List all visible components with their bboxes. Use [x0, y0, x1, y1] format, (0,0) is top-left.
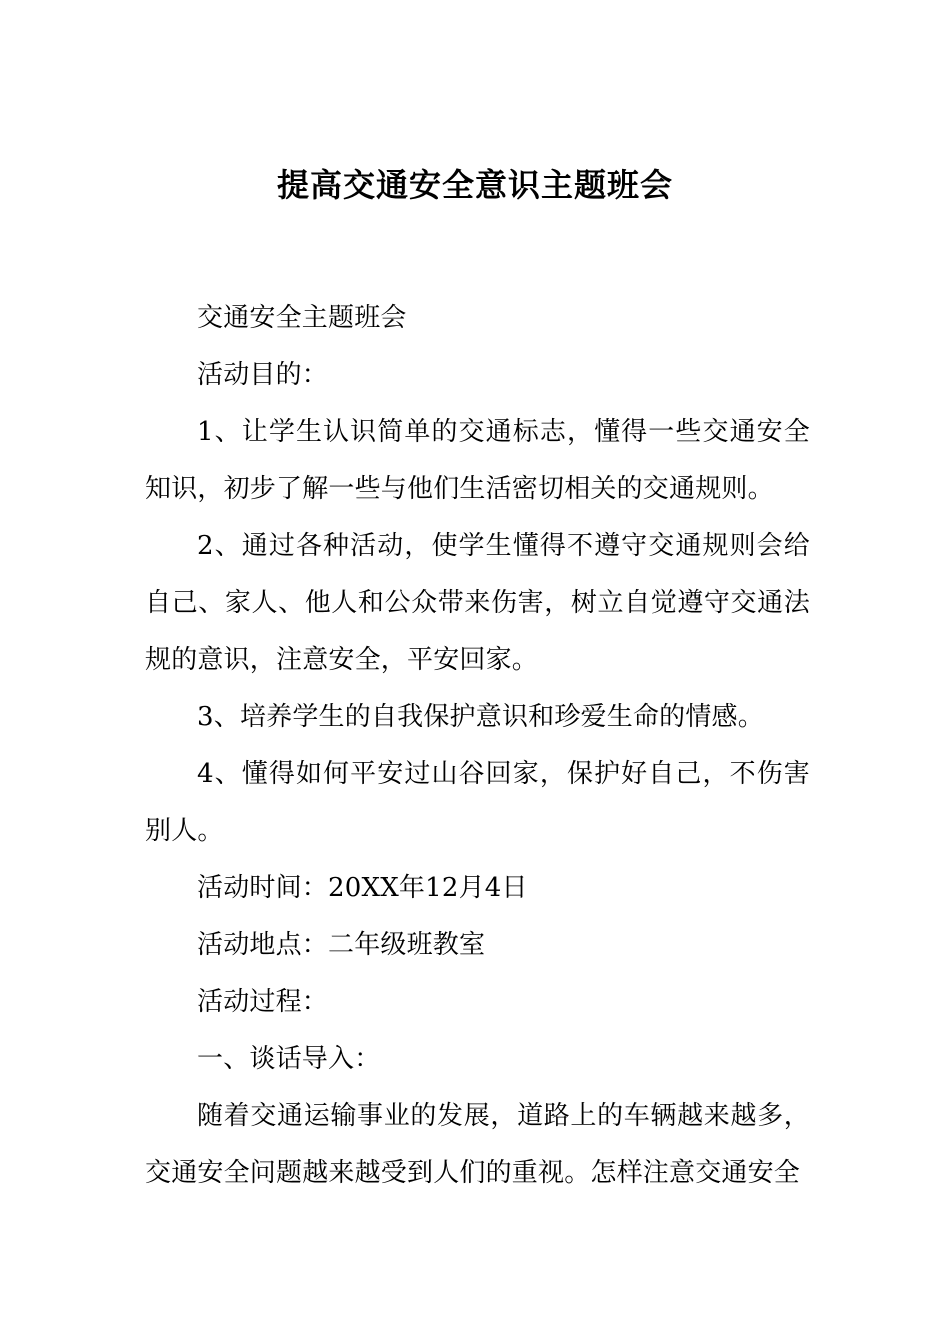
paragraph: 活动时间：20XX年12月4日	[197, 873, 528, 903]
paragraph: 交通安全主题班会	[197, 303, 407, 333]
paragraph: 4、懂得如何平安过山谷回家，保护好自己，不伤害别人。	[145, 759, 810, 846]
document-body	[145, 290, 810, 1202]
paragraph: 活动目的：	[197, 360, 329, 390]
paragraph: 活动过程：	[197, 987, 329, 1017]
paragraph: 活动地点：二年级班教室	[197, 930, 486, 960]
paragraph: 2、通过各种活动，使学生懂得不遵守交通规则会给自己、家人、他人和公众带来伤害，树立自觉遵守交通法规的意识，注意安全，平安回家。	[145, 531, 810, 675]
paragraph: 随着交通运输事业的发展，道路上的车辆越来越多，交通安全问题越来越受到人们的重视。怎样注意交通安全	[145, 1101, 810, 1188]
paragraph: 一、谈话导入：	[197, 1044, 381, 1074]
document-title: 提高交通安全意识主题班会	[276, 166, 673, 204]
paragraph: 1、让学生认识简单的交通标志，懂得一些交通安全知识，初步了解一些与他们生活密切相关的交通规则。	[145, 417, 810, 504]
paragraph: 3、培养学生的自我保护意识和珍爱生命的情感。	[197, 702, 764, 732]
